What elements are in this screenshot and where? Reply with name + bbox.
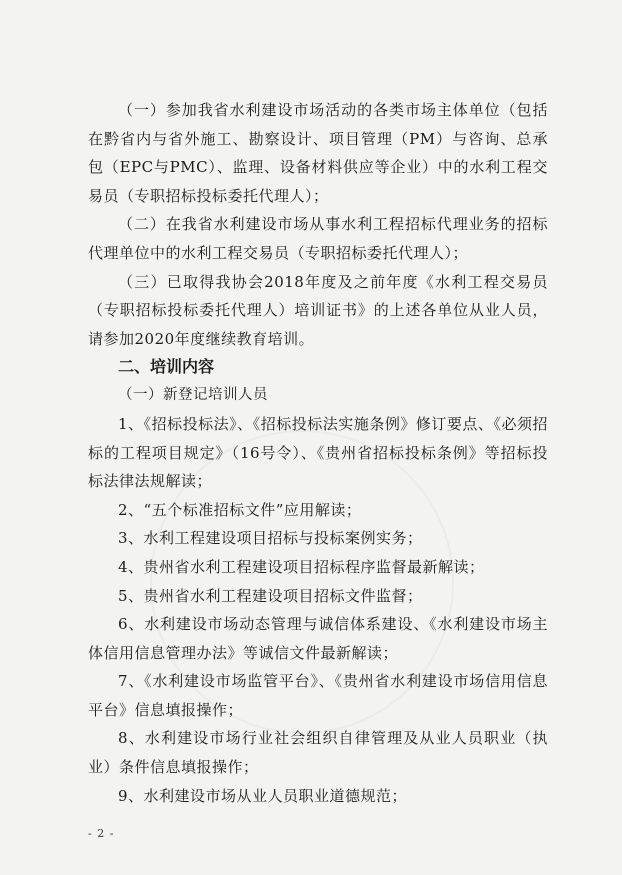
list-item: 6、水利建设市场动态管理与诚信体系建设、《水利建设市场主体信用信息管理办法》等诚信文件最新解读；	[88, 615, 548, 662]
list-item: 4、贵州省水利工程建设项目招标程序监督最新解读；	[118, 557, 485, 576]
list-item: 8、水利建设市场行业社会组织自律管理及从业人员职业（执业）条件信息填报操作；	[88, 729, 548, 777]
paragraph-eligibility-3: （三）已取得我协会2018年度及之前年度《水利工程交易员（专职招标投标委托代理人）培训证书》的上述各单位从业人员，请参加2020年度继续教育培训。	[88, 272, 548, 348]
paragraph-eligibility-1: （一）参加我省水利建设市场活动的各类市场主体单位（包括在黔省内与省外施工、勘察设计、项目管理（PM）与咨询、总承包（EPC与PMC）、监理、设备材料供应等企业）中的水利工程交易员（专职招标投标委托代理人）；	[88, 101, 548, 205]
paragraph-eligibility-2: （二）在我省水利建设市场从事水利工程招标代理业务的招标代理单位中的水利工程交易员（专职招标委托代理人）；	[88, 215, 548, 262]
subsection-heading: （一）新登记培训人员	[118, 387, 268, 404]
list-item: 2、“五个标准招标文件”应用解读；	[118, 500, 362, 519]
list-item: 7、《水利建设市场监管平台》、《贵州省水利建设市场信用信息平台》信息填报操作；	[88, 672, 548, 719]
document-body	[88, 96, 548, 810]
list-item: 9、水利建设市场从业人员职业道德规范；	[118, 786, 408, 805]
list-item: 5、贵州省水利工程建设项目招标文件监督；	[118, 586, 423, 605]
page-number: - 2 -	[88, 827, 115, 840]
list-item: 1、《招标投标法》、《招标投标法实施条例》修订要点、《必须招标的工程项目规定》（16号令）、《贵州省招标投标条例》等招标投标法律法规解读；	[88, 414, 548, 491]
section-heading: 二、培训内容	[118, 357, 215, 377]
list-item: 3、水利工程建设项目招标与投标案例实务；	[118, 529, 423, 548]
